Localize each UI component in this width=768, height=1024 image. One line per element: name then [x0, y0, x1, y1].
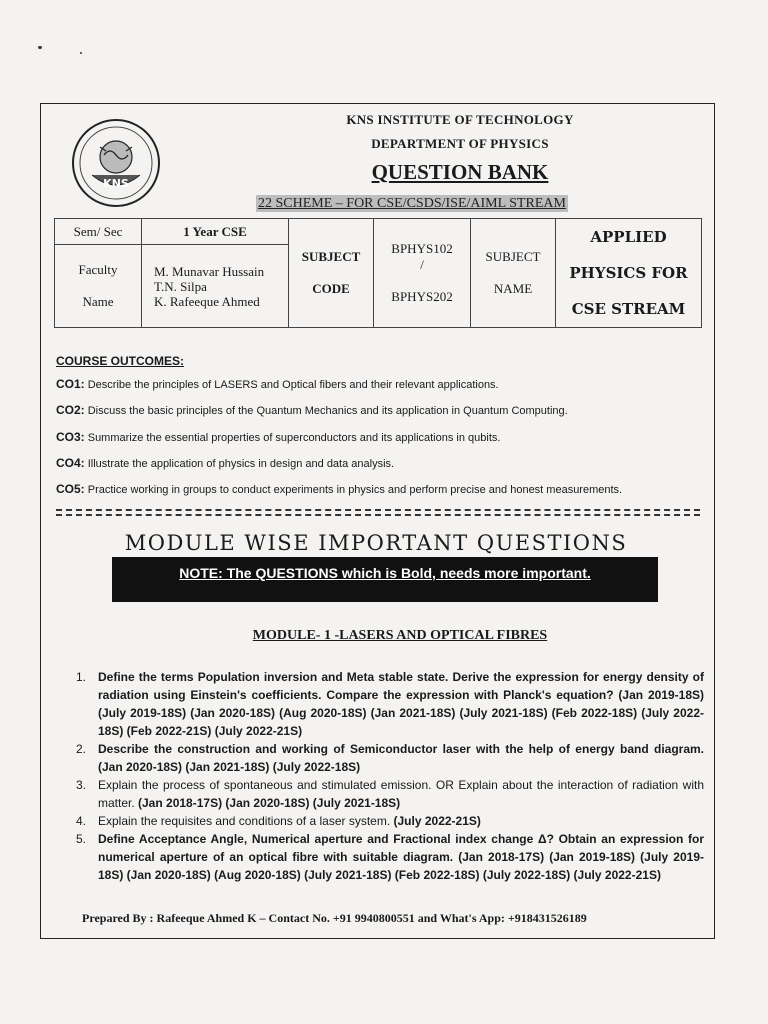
page-title: QUESTION BANK	[371, 160, 549, 184]
list-item: 5. Define Acceptance Angle, Numerical aperture and Fractional index change Δ? Obtain an expression for numerical aperture of an optical fibre with suitable diagram. (Jan 2018-17S) (Jan 2019-18S) (July 2019-18S) (Jan 2020-18S) (Aug 2020-18S) (July 2021-18S) (Feb 2022-18S) (July 2022-18S) (July 2022-21S)	[76, 832, 704, 882]
institute-name: KNS INSTITUTE OF TECHNOLOGY	[346, 112, 574, 127]
note-banner	[112, 557, 658, 602]
question-list	[76, 668, 704, 884]
subject-code-label: SUBJECT CODE	[289, 219, 374, 328]
course-outcome: CO3: Summarize the essential properties of superconductors and its applications in qubits.	[56, 430, 501, 444]
subject-name-label: SUBJECT NAME	[471, 219, 556, 328]
course-info-table	[54, 218, 702, 328]
scheme-banner: 22 SCHEME – FOR CSE/CSDS/ISE/AIML STREAM	[258, 196, 566, 211]
course-outcome: CO4: Illustrate the application of physics in design and data analysis.	[56, 456, 395, 470]
course-outcome: CO5: Practice working in groups to conduct experiments in physics and perform precise and honest measurements.	[56, 482, 623, 496]
logo-text: KNS	[103, 177, 129, 190]
scan-speck	[80, 52, 82, 54]
note-text: NOTE: The QUESTIONS which is Bold, needs more important.	[179, 565, 591, 581]
separator-line	[56, 509, 700, 516]
sem-value: 1 Year CSE	[142, 219, 289, 245]
module-title: MODULE- 1 -LASERS AND OPTICAL FIBRES	[252, 628, 548, 643]
list-item: 3. Explain the process of spontaneous and stimulated emission. OR Explain about the interaction of radiation with matter. (Jan 2018-17S) (Jan 2020-18S) (July 2021-18S)	[76, 778, 704, 810]
institute-logo	[70, 117, 162, 209]
list-item: 2. Describe the construction and working of Semiconductor laser with the help of energy band diagram. (Jan 2020-18S) (Jan 2021-18S) (July 2022-18S)	[76, 742, 704, 774]
faculty-names: M. Munavar Hussain T.N. Silpa K. Rafeeque Ahmed	[142, 245, 289, 328]
faculty-label: Faculty Name	[55, 245, 142, 328]
scan-speck	[38, 46, 42, 49]
subject-code-value: BPHYS102 / BPHYS202	[374, 219, 471, 328]
course-outcome: CO1: Describe the principles of LASERS and Optical fibers and their relevant applications.	[56, 377, 499, 391]
course-outcome: CO2: Discuss the basic principles of the Quantum Mechanics and its application in Quantum Computing.	[56, 403, 568, 417]
course-outcomes-title: COURSE OUTCOMES:	[56, 354, 185, 368]
subject-name-value: APPLIED PHYSICS FOR CSE STREAM	[556, 219, 702, 328]
list-item: 1. Define the terms Population inversion and Meta stable state. Derive the expression for energy density of radiation using Einstein's coefficients. Compare the expression with Planck's equation? (Jan 2019-18S) (July 2019-18S) (Jan 2020-18S) (Aug 2020-18S) (Jan 2021-18S) (July 2021-18S) (Feb 2022-18S) (July 2022-18S) (Feb 2022-21S) (July 2022-21S)	[76, 670, 704, 738]
sem-label: Sem/ Sec	[55, 219, 142, 245]
section-title: MODULE WISE IMPORTANT QUESTIONS	[124, 531, 628, 555]
list-item: 4. Explain the requisites and conditions of a laser system. (July 2022-21S)	[76, 814, 481, 828]
department-name: DEPARTMENT OF PHYSICS	[371, 136, 549, 151]
footer-contact: Prepared By : Rafeeque Ahmed K – Contact No. +91 9940800551 and What's App: +918431526189	[82, 911, 587, 925]
